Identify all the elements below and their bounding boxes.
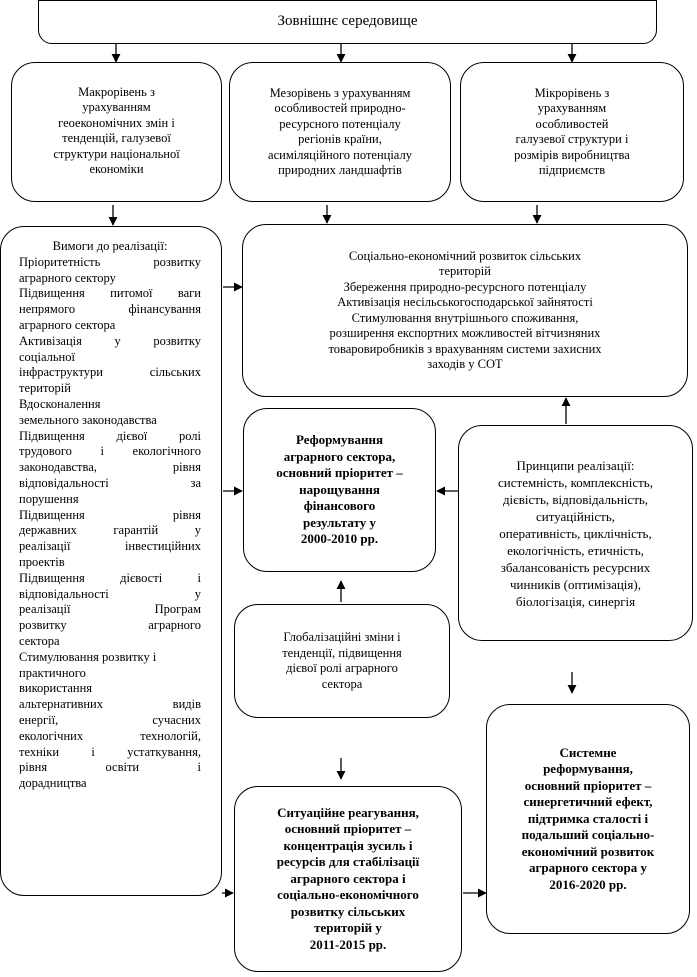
principles-line: системність, комплексність, (498, 474, 653, 490)
systemic-line: синергетичний ефект, (523, 794, 653, 810)
micro-line: особливостей (535, 116, 609, 131)
goal-line: заходів у СОТ (427, 357, 503, 371)
systemic-line: основний пріоритет – (524, 777, 652, 793)
situational-line: концентрація зусиль і (283, 837, 413, 853)
macro-line: структури національної (53, 146, 180, 161)
requirement-line: Стимулювання розвитку і (19, 649, 157, 664)
requirement-line: законодавства, рівня (19, 460, 201, 475)
requirement-line: використання (19, 681, 93, 696)
requirement-line: енергії, сучасних (19, 712, 201, 727)
situational-line: аграрного сектора і (290, 870, 406, 886)
requirement-line: територій (19, 381, 71, 396)
requirement-line: екологічних технологій, (19, 728, 201, 743)
requirement-line: Підвищення дієвості і (19, 570, 201, 585)
macro-line: Макрорівень з (78, 84, 155, 99)
principles-line: екологічність, етичність, (507, 542, 644, 558)
principles-line: чинників (оптимізація), (510, 576, 641, 592)
requirement-line: аграрного сектору (19, 270, 116, 285)
systemic-line: аграрного сектора у (528, 860, 648, 876)
requirement-line: державних гарантій у (19, 523, 201, 538)
principles-line: Принципи реалізації: (516, 457, 635, 473)
requirement-line: Вдосконалення (19, 396, 101, 411)
requirement-line: реалізації інвестиційних (19, 539, 201, 554)
systemic-line: економічний розвиток (521, 843, 655, 859)
reform-line: основний пріоритет – (276, 465, 403, 481)
requirement-line: розвитку аграрного (19, 618, 201, 633)
globalization-line: Глобалізаційні зміни і (283, 630, 401, 644)
requirement-line: Підвищення рівня (19, 507, 201, 522)
requirement-line: дорадництва (19, 776, 87, 791)
micro-line: урахуванням (537, 101, 607, 115)
micro-line: Мікрорівень з (534, 85, 610, 100)
requirement-line: техніки і устаткування, (19, 744, 201, 759)
requirement-line: альтернативних видів (19, 697, 201, 712)
requirement-line: рівня освіти і (19, 760, 201, 775)
situational-line: основний пріоритет – (284, 821, 412, 837)
systemic-line: реформування, (543, 761, 633, 777)
situational-line: 2011-2015 рр. (309, 936, 387, 952)
meso-line: регіонів країни, (298, 132, 382, 146)
goal-line: територій (439, 264, 491, 278)
situational-line: соціально-економічного (277, 887, 419, 903)
reform-line: нарощування (299, 481, 380, 497)
principles-line: оперативність, циклічність, (499, 525, 652, 541)
requirement-line: практичного (19, 665, 86, 680)
situational-line: Ситуаційне реагування, (277, 804, 419, 820)
systemic-line: подальший соціально- (521, 827, 655, 843)
external-environment-label: Зовнішнє середовище (277, 13, 418, 30)
goal-line: Активізація несільськогосподарської зайнятості (337, 295, 593, 309)
reform-line: аграрного сектора, (283, 448, 396, 464)
reform-line: результату у (303, 514, 376, 530)
requirement-line: аграрного сектора (19, 317, 116, 332)
goal-line: Збереження природно-ресурсного потенціалу (343, 279, 587, 294)
requirement-line: порушення (19, 491, 79, 506)
macro-line: урахуванням (82, 100, 151, 114)
macro-line: економіки (89, 162, 144, 176)
macro-line: геоекономічних змін і (58, 115, 175, 130)
situational-line: ресурсів для стабілізації (276, 854, 420, 870)
requirements-title: Вимоги до реалізації: (52, 239, 168, 253)
requirement-line: Активізація у розвитку (19, 333, 201, 348)
micro-line: розмірів виробництва (514, 147, 630, 162)
principles-line: ситуаційність, (535, 508, 616, 524)
micro-line: галузевої структури і (515, 132, 629, 146)
meso-line: асиміляційного потенціалу (268, 147, 412, 162)
principles-line: збалансованість ресурсних (500, 559, 651, 575)
goal-line: Соціально-економічний розвиток сільських (348, 248, 582, 263)
meso-line: особливостей природно- (274, 101, 406, 115)
situational-line: територій у (314, 920, 382, 936)
reform-line: Реформування (295, 432, 384, 448)
systemic-line: підтримка сталості і (527, 810, 649, 826)
requirement-line: проектів (19, 554, 65, 569)
systemic-line: 2016-2020 рр. (549, 876, 627, 892)
globalization-line: дієвої ролі аграрного (286, 661, 398, 675)
globalization-line: тенденції, підвищення (282, 645, 402, 660)
requirement-line: реалізації Програм (19, 602, 201, 617)
requirement-line: відповідальності у (19, 586, 201, 601)
requirement-line: трудового і екологічного (19, 444, 201, 459)
requirement-line: Пріоритетність розвитку (19, 254, 201, 269)
requirement-line: соціальної (19, 349, 75, 364)
micro-line: підприємств (538, 163, 606, 177)
requirement-line: Підвищення питомої ваги (19, 286, 201, 301)
requirement-line: відповідальності за (19, 475, 201, 490)
requirement-line: земельного законодавства (19, 412, 157, 427)
principles-line: дієвість, відповідальність, (502, 491, 649, 507)
meso-line: природних ландшафтів (278, 163, 402, 177)
meso-line: ресурсного потенціалу (279, 116, 401, 131)
macro-line: тенденцій, галузевої (62, 131, 171, 145)
requirement-line: інфраструктури сільських (19, 365, 201, 380)
goal-line: товаровиробників з врахуванням системи захисних (328, 341, 602, 356)
requirement-line: непрямого фінансування (19, 302, 201, 317)
requirement-line: сектора (19, 633, 60, 648)
reform-line: фінансового (303, 498, 376, 514)
systemic-line: Системне (559, 744, 617, 760)
principles-line: біологізація, синергія (515, 593, 636, 609)
situational-line: розвитку сільських (290, 903, 406, 919)
requirement-line: Підвищення дієвої ролі (19, 428, 201, 443)
reform-line: 2000-2010 рр. (300, 531, 379, 547)
goal-line: розширення експортних можливостей вітчизняних (329, 326, 601, 340)
goal-line: Стимулювання внутрішнього споживання, (351, 310, 579, 325)
meso-line: Мезорівень з урахуванням (269, 85, 411, 100)
globalization-line: сектора (321, 676, 363, 691)
